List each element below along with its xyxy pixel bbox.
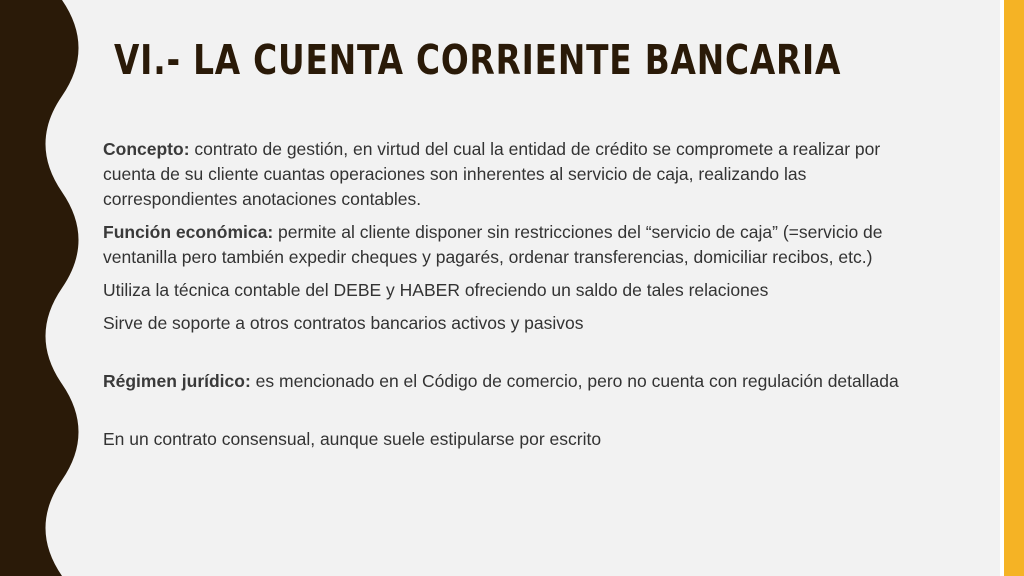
wavy-left-border bbox=[0, 0, 90, 576]
slide-title: VI.- LA CUENTA CORRIENTE BANCARIA bbox=[114, 36, 842, 84]
slide-body bbox=[103, 137, 933, 460]
paragraph-text: Sirve de soporte a otros contratos bancarios activos y pasivos bbox=[103, 313, 584, 333]
paragraph-funcion-economica bbox=[103, 220, 933, 270]
paragraph-regimen-juridico bbox=[103, 369, 933, 394]
paragraph-contrato-consensual bbox=[103, 427, 933, 452]
paragraph-lead: Régimen jurídico: bbox=[103, 371, 251, 391]
paragraph-text: Utiliza la técnica contable del DEBE y HABER ofreciendo un saldo de tales relaciones bbox=[103, 280, 769, 300]
paragraph-tecnica-contable bbox=[103, 278, 933, 303]
paragraph-text: contrato de gestión, en virtud del cual la entidad de crédito se compromete a realizar por cuenta de su cliente cuantas operaciones son inherentes al servicio de caja, realizando las correspondientes anotaciones contables. bbox=[103, 139, 881, 209]
paragraph-concepto bbox=[103, 137, 933, 212]
right-accent-stripe bbox=[1004, 0, 1024, 576]
paragraph-text: es mencionado en el Código de comercio, pero no cuenta con regulación detallada bbox=[250, 371, 899, 391]
paragraph-soporte bbox=[103, 311, 933, 336]
paragraph-text: En un contrato consensual, aunque suele estipularse por escrito bbox=[103, 429, 602, 449]
paragraph-lead: Concepto: bbox=[103, 139, 190, 159]
paragraph-lead: Función económica: bbox=[103, 222, 274, 242]
paragraph-text: permite al cliente disponer sin restricciones del “servicio de caja” (=servicio de ventanilla pero también expedir cheques y pagarés, ordenar transferencias, domiciliar recibos, etc.) bbox=[103, 222, 883, 267]
